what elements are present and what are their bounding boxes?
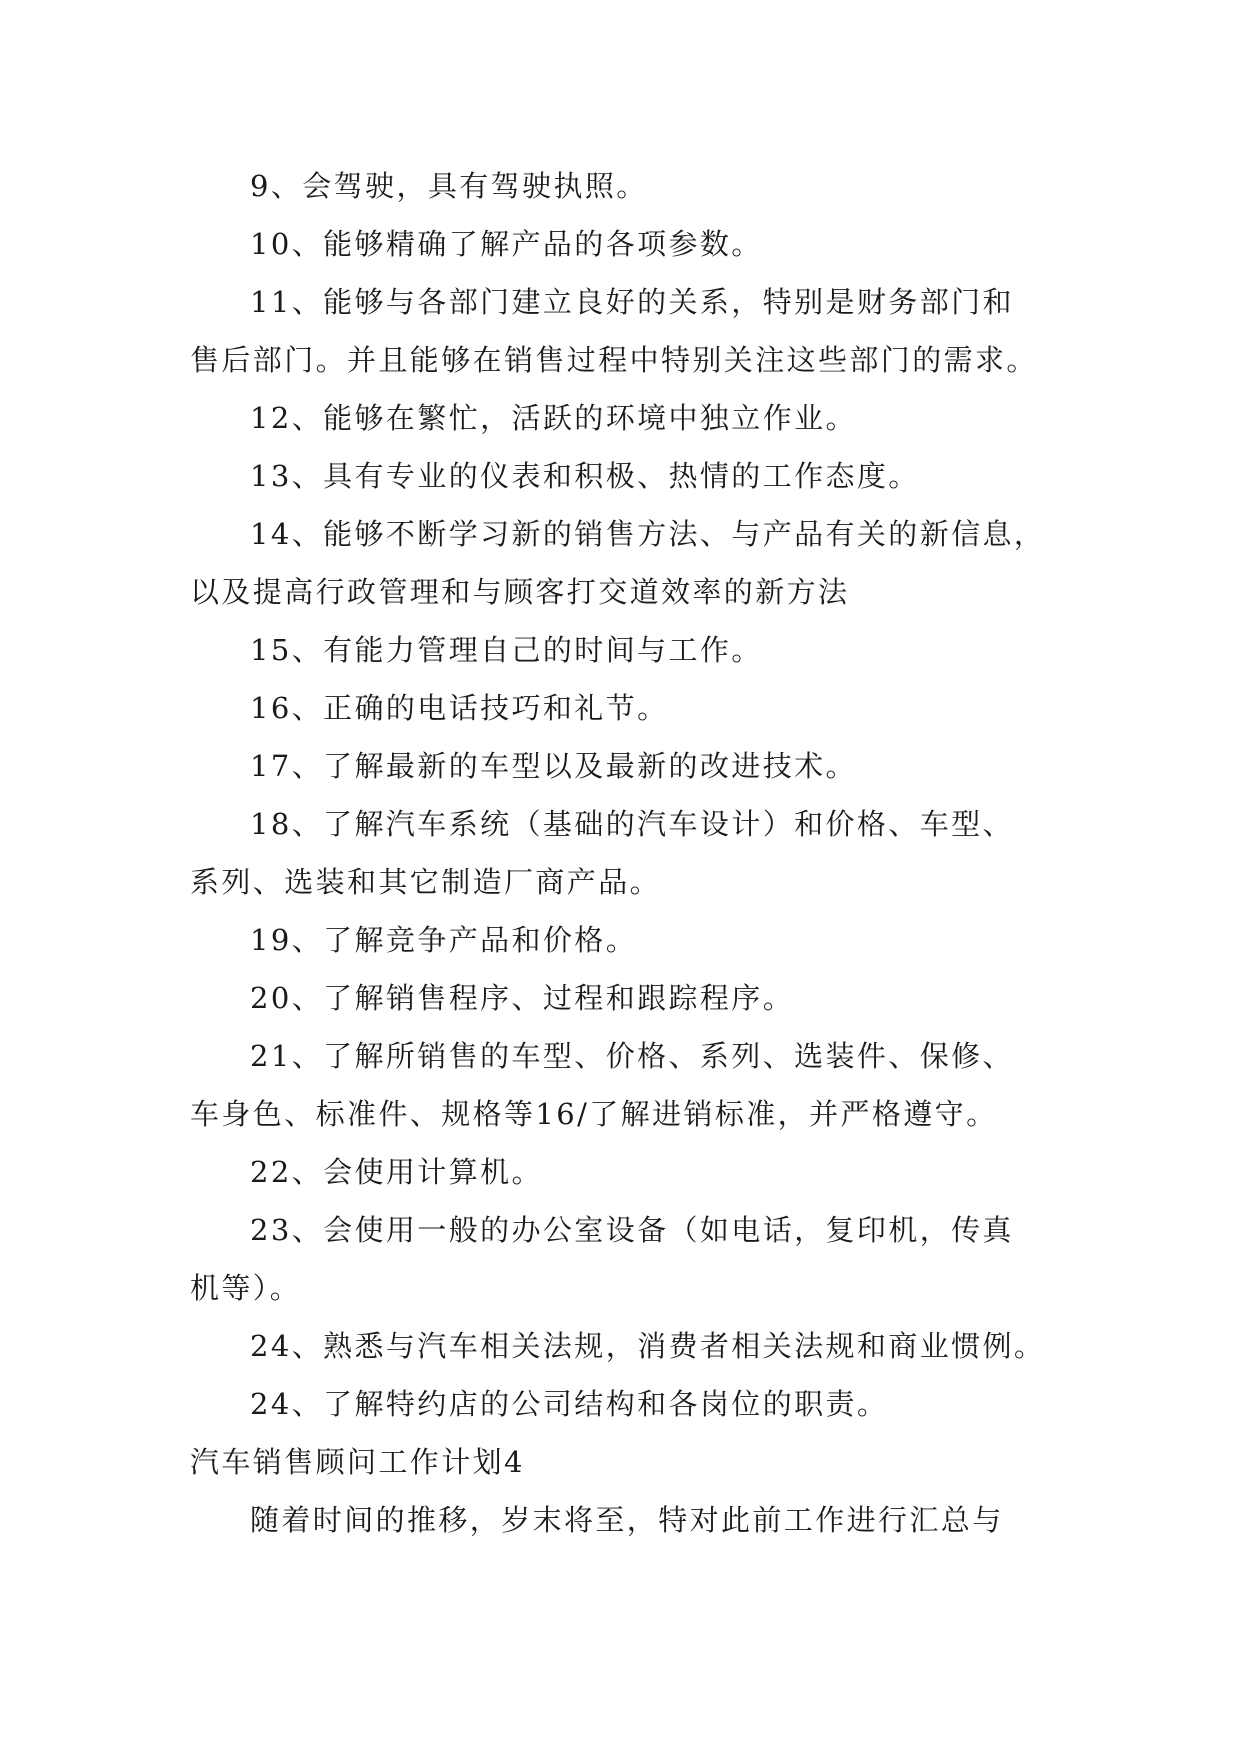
paragraph-line: 售后部门。并且能够在销售过程中特别关注这些部门的需求。: [190, 343, 1038, 377]
paragraph-line: 10、能够精确了解产品的各项参数。: [250, 227, 763, 261]
paragraph-line: 24、熟悉与汽车相关法规，消费者相关法规和商业惯例。: [250, 1329, 1046, 1363]
paragraph-line: 以及提高行政管理和与顾客打交道效率的新方法: [190, 575, 850, 609]
paragraph-line: 22、会使用计算机。: [250, 1155, 543, 1189]
paragraph-line: 15、有能力管理自己的时间与工作。: [250, 633, 763, 667]
paragraph-line: 12、能够在繁忙，活跃的环境中独立作业。: [250, 401, 857, 435]
paragraph-line: 21、了解所销售的车型、价格、系列、选装件、保修、: [250, 1039, 1014, 1073]
paragraph-line: 随着时间的推移，岁末将至，特对此前工作进行汇总与: [250, 1503, 1004, 1537]
paragraph-line: 17、了解最新的车型以及最新的改进技术。: [250, 749, 857, 783]
paragraph-line: 9、会驾驶，具有驾驶执照。: [250, 169, 648, 203]
paragraph-line: 23、会使用一般的办公室设备（如电话，复印机，传真: [250, 1213, 1014, 1247]
paragraph-line: 20、了解销售程序、过程和跟踪程序。: [250, 981, 795, 1015]
paragraph-line: 19、了解竞争产品和价格。: [250, 923, 638, 957]
paragraph-line: 16、正确的电话技巧和礼节。: [250, 691, 669, 725]
paragraph-line: 18、了解汽车系统（基础的汽车设计）和价格、车型、: [250, 807, 1014, 841]
paragraph-line: 机等）。: [190, 1271, 302, 1305]
paragraph-line: 车身色、标准件、规格等16/了解进销标准，并严格遵守。: [190, 1097, 998, 1131]
paragraph-line: 11、能够与各部门建立良好的关系，特别是财务部门和: [250, 285, 1014, 319]
section-heading: 汽车销售顾问工作计划4: [190, 1445, 525, 1479]
paragraph-line: 系列、选装和其它制造厂商产品。: [190, 865, 662, 899]
paragraph-line: 24、了解特约店的公司结构和各岗位的职责。: [250, 1387, 889, 1421]
paragraph-line: 13、具有专业的仪表和积极、热情的工作态度。: [250, 459, 920, 493]
paragraph-line: 14、能够不断学习新的销售方法、与产品有关的新信息，: [250, 517, 1046, 551]
